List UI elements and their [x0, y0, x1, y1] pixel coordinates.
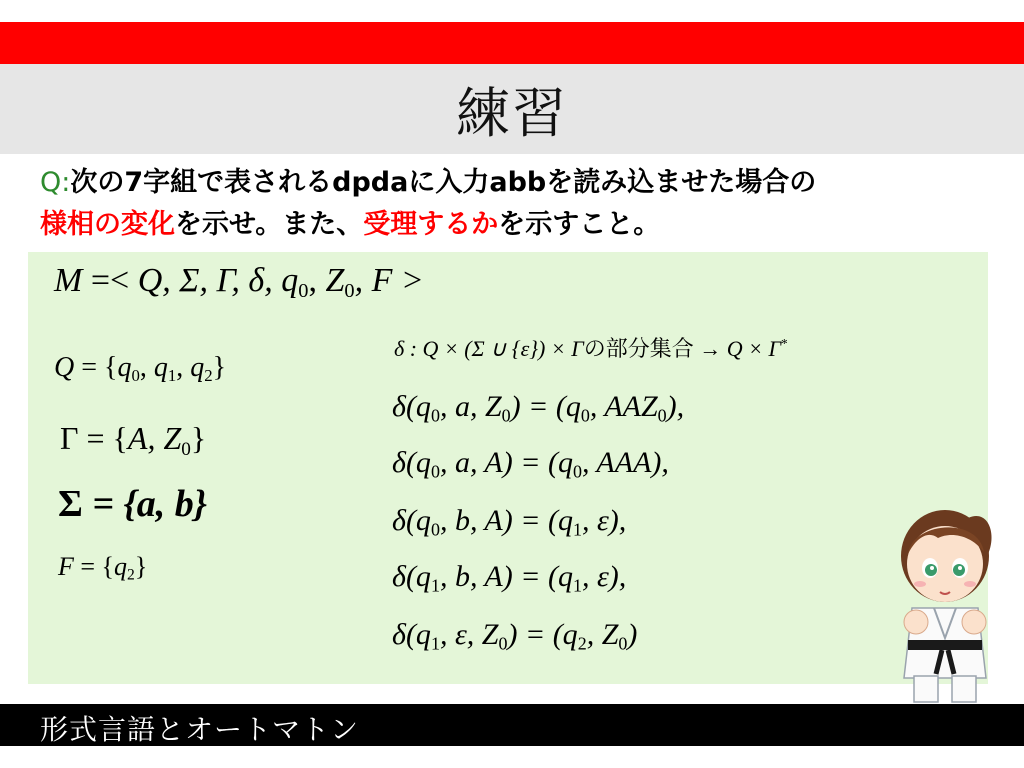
states-set: $Q = \{q_0$, $q_1$, $q_2$} [54, 352, 227, 386]
highlight-configuration-change: 様相の変化 [40, 209, 175, 240]
transition-rule: $\delta(q_1$, ε, $Z_0) = (q_2$, $Z_0$) [392, 618, 638, 654]
question-line1-text: 次の7字組で表されるdpdaに入力abbを読み込ませた場合の [70, 167, 817, 198]
transition-rule: $\delta(q_0$, a, $Z_0) = (q_0$, $AAZ_0$), [392, 390, 685, 426]
highlight-accept: 受理するか [363, 209, 499, 240]
title-band [0, 64, 1024, 154]
stack-alphabet: Γ = {A, $Z_0$} [60, 420, 207, 460]
final-states-set: $F = \{q_2\}$ [58, 552, 148, 584]
question-line-2 [40, 204, 1000, 246]
transition-rule: $\delta(q_0$, a, $A) = (q_0$, AAA), [392, 446, 669, 482]
karate-girl-mascot-icon [890, 498, 1000, 708]
transition-rule: $\delta(q_1$, b, $A) = (q_1$, ε), [392, 560, 627, 596]
header-red-bar [0, 22, 1024, 64]
question-text [40, 162, 1000, 246]
footer-course-title: 形式言語とオートマトン [40, 713, 360, 746]
input-alphabet: Σ = {a, b} [58, 483, 207, 525]
question-prefix: Q: [40, 167, 71, 198]
question-line2-text1: を示せ。また、 [175, 209, 364, 240]
transition-rule: $\delta(q_0$, b, $A) = (q_1$, ε), [392, 504, 627, 540]
automaton-tuple: M =< Q, Σ, Γ, δ, $q_0$, $Z_0$, F > [54, 262, 424, 303]
question-line2-text2: を示すこと。 [498, 209, 661, 240]
transition-function-definition: δ : Q × (Σ ∪ {ε}) × Γの部分集合 → Q × Γ* [394, 336, 788, 362]
slide-title: 練習 [456, 81, 568, 145]
question-line-1 [40, 162, 1000, 204]
